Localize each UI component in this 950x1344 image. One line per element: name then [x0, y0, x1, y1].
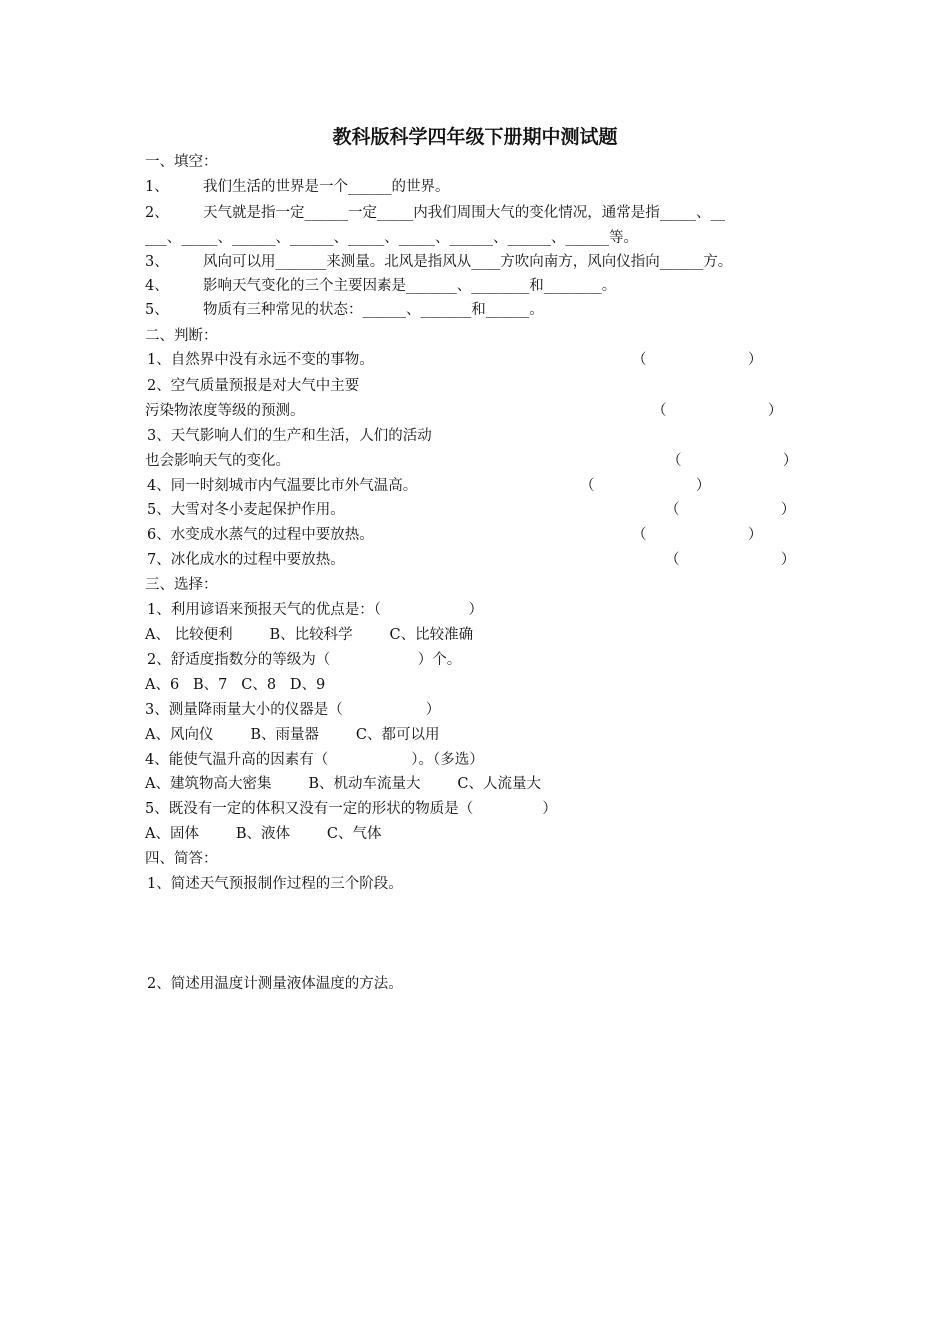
choice-question-2: 2、舒适度指数分的等级为（ ）个。: [147, 652, 462, 668]
section-short-heading: 四、简答：: [145, 851, 218, 867]
choice-options-3: A、风向仪 B、雨量器 C、都可以用: [145, 727, 440, 743]
choice-options-5: A、固体 B、液体 C、气体: [145, 826, 382, 842]
judge-question-7: 7、冰化成水的过程中要放热。: [147, 552, 345, 568]
question-number: 3、: [145, 254, 169, 270]
question-text: 物质有三种常见的状态：______、_______和______。: [203, 302, 544, 318]
question-text: 风向可以用_______来测量。北风是指风从____方吹向南方，风向仪指向______方。: [203, 254, 733, 270]
answer-parentheses: （ ）: [632, 527, 763, 543]
answer-parentheses: （ ）: [665, 502, 796, 518]
question-text: 天气就是指一定______一定_____内我们周围大气的变化情况，通常是指_____、__: [203, 205, 725, 221]
fill-question-5: [145, 300, 544, 320]
question-text: 影响天气变化的三个主要因素是_______、________和________。: [203, 278, 617, 294]
answer-parentheses: （ ）: [652, 403, 783, 419]
question-number: 5、: [145, 302, 169, 318]
judge-question-1: 1、自然界中没有永远不变的事物。: [147, 352, 374, 368]
choice-question-3: 3、测量降雨量大小的仪器是（ ）: [145, 702, 441, 718]
short-question-2: 2、简述用温度计测量液体温度的方法。: [147, 976, 403, 992]
section-judge-heading: 二、判断：: [145, 328, 218, 344]
answer-parentheses: （ ）: [667, 453, 798, 469]
question-text: 我们生活的世界是一个______的世界。: [203, 179, 450, 195]
question-number: 4、: [145, 278, 169, 294]
page-title: 教科版科学四年级下册期中测试题: [332, 126, 618, 148]
section-choice-heading: 三、选择：: [145, 577, 218, 593]
fill-question-2-continued: ___、_____、______、______、_____、_____、______、______、______等。: [145, 230, 638, 246]
choice-question-1: 1、利用谚语来预报天气的优点是：（ ）: [147, 602, 484, 618]
short-question-1: 1、简述天气预报制作过程的三个阶段。: [147, 876, 403, 892]
answer-parentheses: （ ）: [665, 552, 796, 568]
judge-question-4: 4、同一时刻城市内气温要比市外气温高。: [147, 478, 418, 494]
fill-question-3: [145, 252, 732, 272]
section-fill-heading: 一、填空：: [145, 154, 218, 170]
judge-question-5: 5、大雪对冬小麦起保护作用。: [147, 502, 345, 518]
judge-question-6: 6、水变成水蒸气的过程中要放热。: [147, 527, 374, 543]
judge-question-2-continued: 污染物浓度等级的预测。: [145, 403, 305, 419]
answer-parentheses: （ ）: [632, 352, 763, 368]
fill-question-4: [145, 276, 616, 296]
answer-parentheses: （ ）: [580, 478, 711, 494]
question-number: 1、: [145, 179, 169, 195]
judge-question-3-continued: 也会影响天气的变化。: [145, 453, 290, 469]
question-number: 2、: [145, 205, 169, 221]
choice-options-4: A、建筑物高大密集 B、机动车流量大 C、人流量大: [145, 776, 541, 792]
judge-question-2: 2、空气质量预报是对大气中主要: [147, 378, 360, 394]
fill-question-1: [145, 177, 450, 197]
fill-question-2: [145, 203, 725, 223]
choice-options-1: A、 比较便利 B、比较科学 C、比较准确: [145, 627, 474, 643]
choice-question-4: 4、能使气温升高的因素有（ ）。（多选）: [145, 752, 484, 768]
choice-question-5: 5、既没有一定的体积又没有一定的形状的物质是（ ）: [145, 801, 557, 817]
judge-question-3: 3、天气影响人们的生产和生活，人们的活动: [147, 428, 432, 444]
choice-options-2: A、6 B、7 C、8 D、9: [145, 677, 326, 693]
